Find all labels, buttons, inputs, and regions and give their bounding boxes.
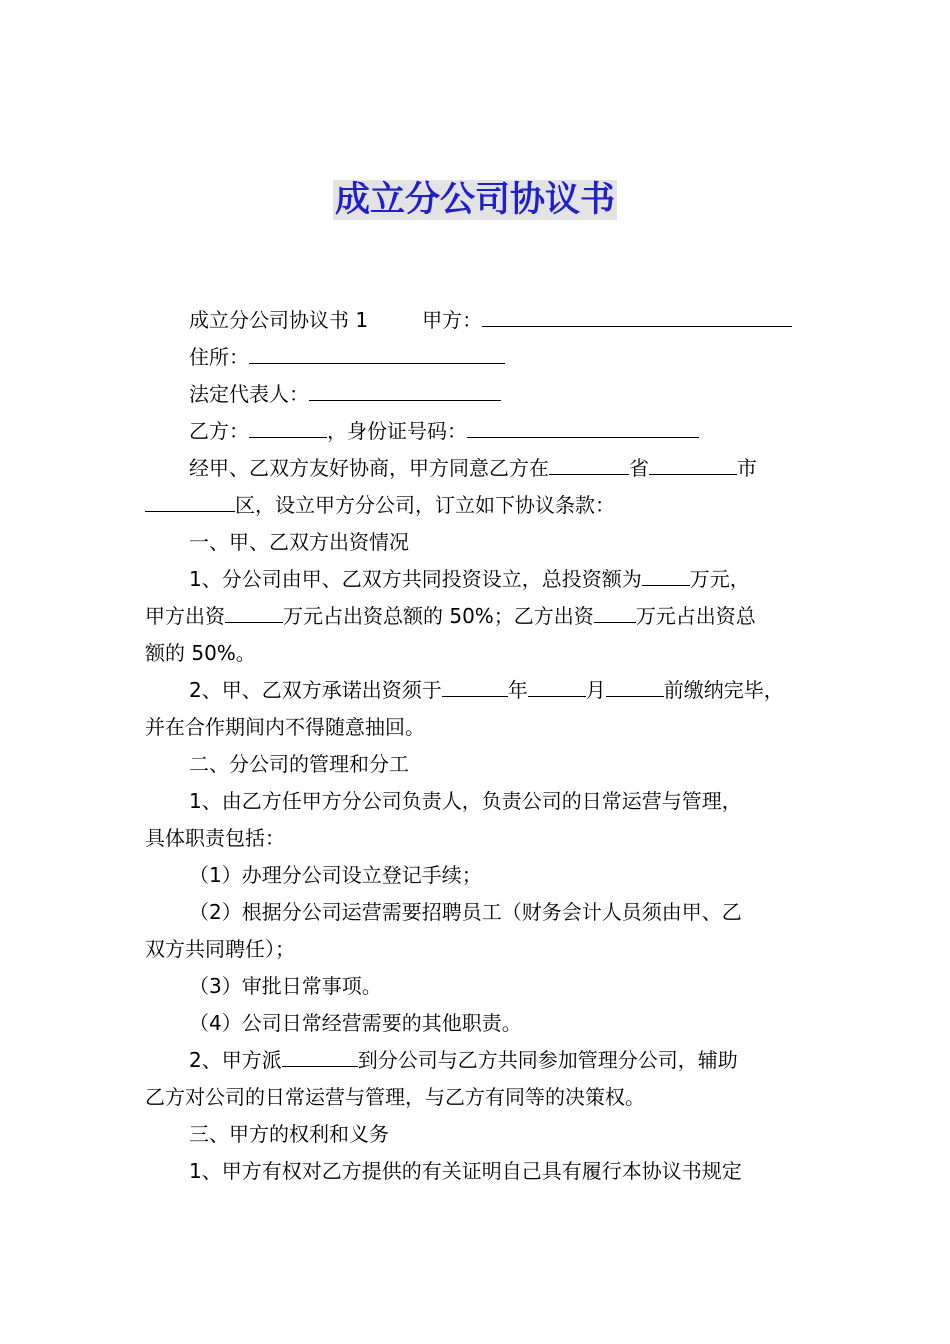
address-label: 住所： <box>189 345 249 369</box>
clause-2-1-line2: 具体职责包括： <box>145 826 285 850</box>
duty-item-4: （4）公司日常经营需要的其他职责。 <box>189 1011 522 1035</box>
city-label: 市 <box>737 456 757 480</box>
clause-1-2-line2: 并在合作期间内不得随意抽回。 <box>145 715 425 739</box>
clause-1-1-line2 <box>145 598 810 635</box>
section-3-heading: 三、甲方的权利和义务 <box>189 1122 389 1146</box>
legal-rep-line <box>145 376 810 413</box>
address-line <box>145 339 810 376</box>
month-label: 月 <box>585 678 606 702</box>
clause-2-2-text-a: 2、甲方派 <box>189 1048 282 1072</box>
city-blank <box>649 452 737 475</box>
duty-item-1: （1）办理分公司设立登记手续； <box>189 863 482 887</box>
year-label: 年 <box>507 678 528 702</box>
duty-item-3: （3）审批日常事项。 <box>189 974 382 998</box>
duty-item-2-line1: （2）根据分公司运营需要招聘员工（财务会计人员须由甲、乙 <box>189 900 742 924</box>
clause-2-2-line2: 乙方对公司的日常运营与管理，与乙方有同等的决策权。 <box>145 1085 645 1109</box>
year-blank <box>442 674 508 697</box>
intro-text-a: 经甲、乙双方友好协商，甲方同意乙方在 <box>189 456 549 480</box>
clause-1-1-text-c: 甲方出资 <box>145 604 225 628</box>
clause-1-2-line1 <box>145 672 810 709</box>
party-b-blank <box>249 415 327 438</box>
clause-2-2-text-b: 到分公司与乙方共同参加管理分公司，辅助 <box>357 1048 738 1072</box>
address-blank <box>249 341 505 364</box>
party-b-label: 乙方： <box>189 419 249 443</box>
clause-1-2-text-d: 前缴纳完毕， <box>663 678 784 702</box>
district-blank <box>145 489 235 512</box>
id-number-blank <box>467 415 699 438</box>
intro-paragraph-line2 <box>145 487 810 524</box>
clause-2-1-line1: 1、由乙方任甲方分公司负责人，负责公司的日常运营与管理， <box>189 789 742 813</box>
total-investment-blank <box>642 563 690 586</box>
legal-rep-label: 法定代表人： <box>189 382 309 406</box>
clause-1-1-line1 <box>145 561 810 598</box>
duty-item-2-line2: 双方共同聘任）； <box>145 937 295 961</box>
section-1-heading: 一、甲、乙双方出资情况 <box>189 530 409 554</box>
intro-text-d: 区，设立甲方分公司，订立如下协议条款： <box>235 493 615 517</box>
assignee-blank <box>282 1044 358 1067</box>
clause-1-1-text-b: 万元， <box>689 567 750 591</box>
clause-1-1-text-d: 万元占出资总额的 50%；乙方出资 <box>283 604 594 628</box>
document-title <box>0 176 950 224</box>
intro-paragraph-line1 <box>145 450 810 487</box>
agreement-heading-text: 成立分公司协议书 1 <box>189 308 369 332</box>
clause-3-1-line1: 1、甲方有权对乙方提供的有关证明自己具有履行本协议书规定 <box>189 1159 742 1183</box>
clause-2-2-line1 <box>145 1042 810 1079</box>
section-2-heading: 二、分公司的管理和分工 <box>189 752 409 776</box>
province-blank <box>549 452 629 475</box>
legal-rep-blank <box>309 378 501 401</box>
document-body <box>145 302 810 1190</box>
clause-1-1-text-e: 万元占出资总 <box>635 604 756 628</box>
party-a-investment-blank <box>225 600 283 623</box>
id-number-label: ，身份证号码： <box>327 419 467 443</box>
party-a-label: 甲方： <box>422 308 483 332</box>
party-a-line <box>145 302 810 339</box>
party-b-line <box>145 413 810 450</box>
province-label: 省 <box>629 456 649 480</box>
day-blank <box>606 674 664 697</box>
clause-1-1-text-a: 1、分公司由甲、乙双方共同投资设立，总投资额为 <box>189 567 642 591</box>
clause-1-2-text-a: 2、甲、乙双方承诺出资须于 <box>189 678 442 702</box>
party-b-investment-blank <box>594 600 636 623</box>
document-title-text: 成立分公司协议书 <box>334 180 615 220</box>
clause-1-1-line3: 额的 50%。 <box>145 641 256 665</box>
party-a-blank <box>482 304 792 327</box>
month-blank <box>528 674 586 697</box>
